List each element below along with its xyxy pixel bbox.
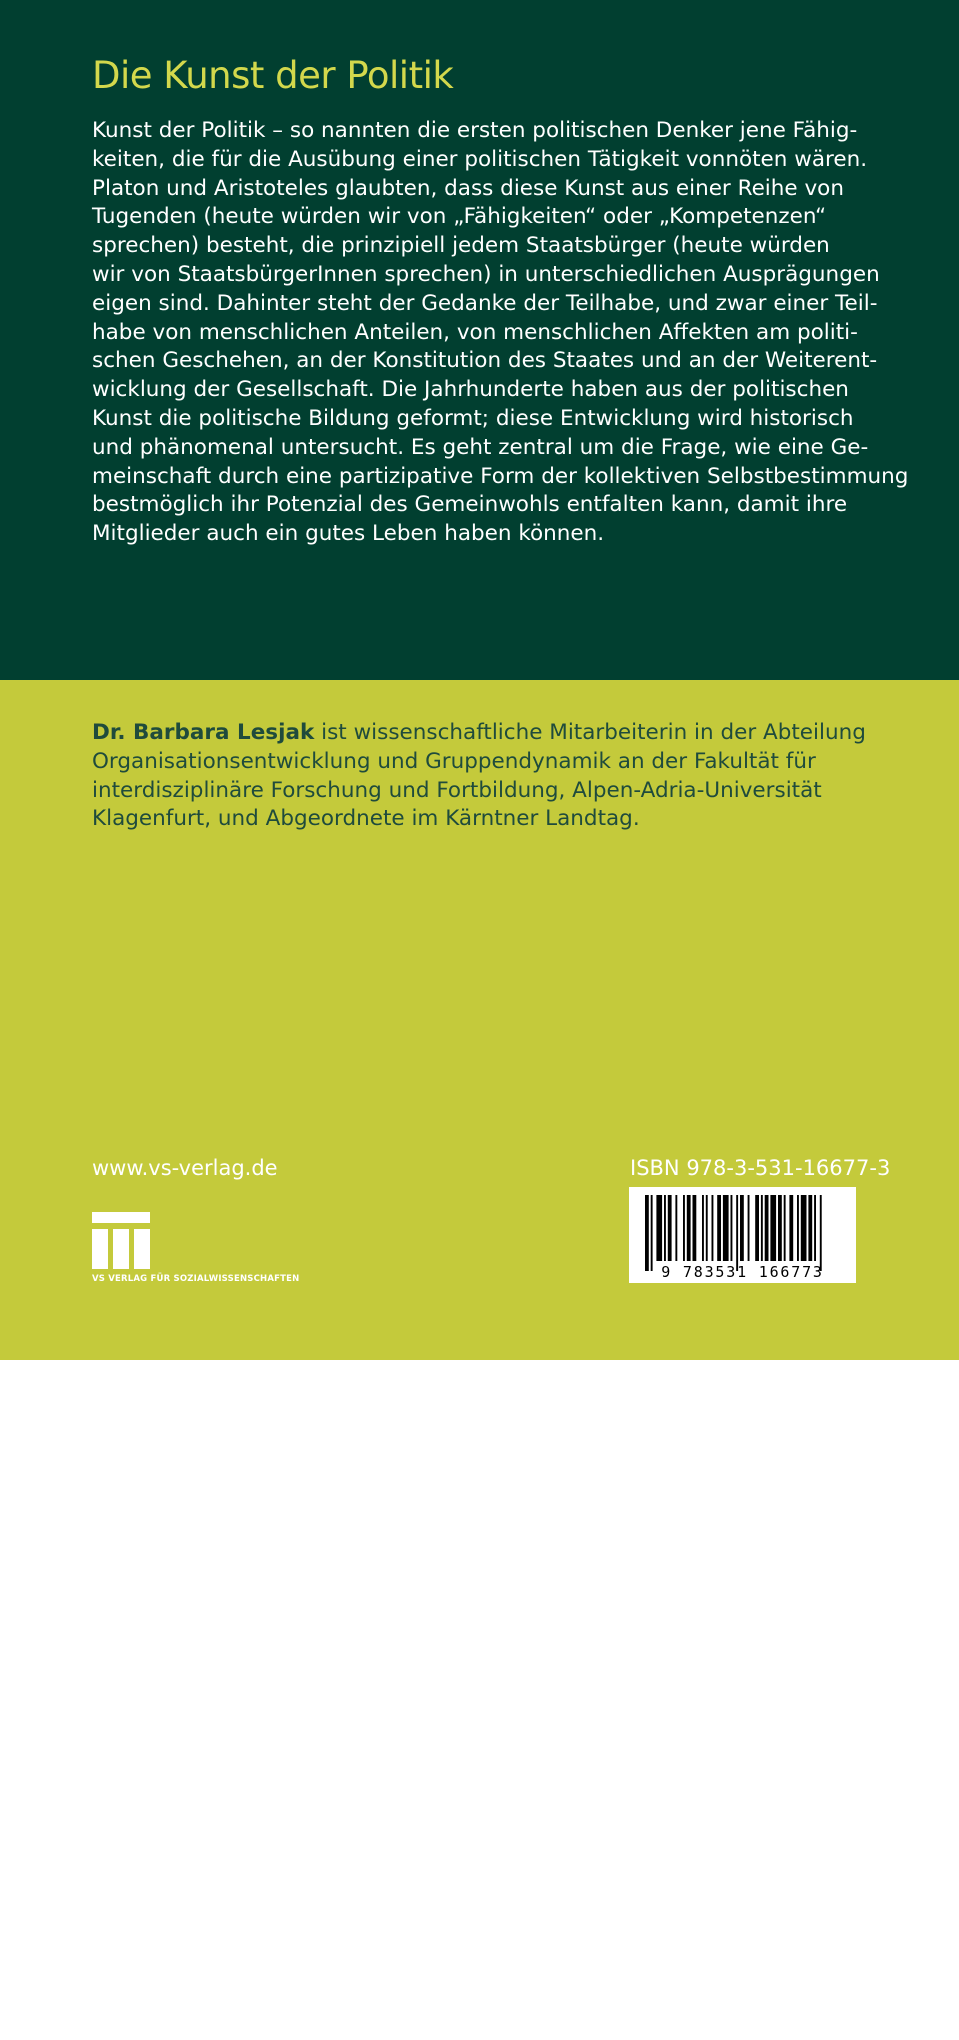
- author-bio-line: interdisziplinäre Forschung und Fortbildung, Alpen-Adria-Universität: [92, 777, 822, 803]
- description-line: meinschaft durch eine partizipative Form der kollektiven Selbstbestimmung: [92, 463, 909, 489]
- logo-column: [113, 1229, 129, 1269]
- description-line: Platon und Aristoteles glaubten, dass diese Kunst aus einer Reihe von: [92, 175, 844, 201]
- barcode-bar: [789, 1195, 793, 1261]
- barcode-bar: [740, 1195, 744, 1261]
- barcode-bar: [784, 1195, 786, 1261]
- barcode-bar: [668, 1195, 672, 1261]
- barcode-bar: [664, 1195, 666, 1261]
- publisher-name: VS VERLAG FÜR SOZIALWISSENSCHAFTEN: [92, 1274, 300, 1284]
- barcode-bar: [820, 1195, 822, 1271]
- barcode-bar: [651, 1195, 653, 1271]
- description-line: Mitglieder auch ein gutes Leben haben können.: [92, 521, 605, 547]
- barcode-bar: [765, 1195, 769, 1261]
- isbn-label: ISBN 978-3-531-16677-3: [630, 1156, 891, 1180]
- barcode-bar: [706, 1195, 708, 1261]
- author-bio-line: [92, 719, 872, 748]
- logo-column: [92, 1229, 108, 1269]
- book-description: [92, 117, 909, 549]
- author-bio-text: ist wissenschaftliche Mitarbeiterin in der Abteilung: [314, 720, 866, 745]
- barcode-bar: [731, 1195, 733, 1261]
- description-line: Tugenden (heute würden wir von „Fähigkeiten“ oder „Kompetenzen“: [92, 204, 827, 230]
- description-line: sprechen) besteht, die prinzipiell jedem Staatsbürger (heute würden: [92, 233, 830, 259]
- barcode-bar: [814, 1195, 816, 1261]
- publisher-website[interactable]: www.vs-verlag.de: [92, 1156, 278, 1180]
- description-line: keiten, die für die Ausübung einer politischen Tätigkeit vonnöten wären.: [92, 146, 868, 172]
- description-line: eigen sind. Dahinter steht der Gedanke der Teilhabe, und zwar einer Teil-: [92, 290, 878, 316]
- author-bio-line: Klagenfurt, und Abgeordnete im Kärntner Landtag.: [92, 806, 640, 832]
- barcode-bar: [645, 1195, 649, 1271]
- barcode-bar: [717, 1195, 721, 1261]
- barcode-bar: [687, 1195, 691, 1261]
- top-panel: [0, 0, 959, 680]
- description-line: wir von StaatsbürgerInnen sprechen) in unterschiedlichen Ausprägungen: [92, 261, 880, 287]
- barcode-bar: [736, 1195, 738, 1271]
- barcode-bar: [656, 1195, 662, 1261]
- description-line: habe von menschlichen Anteilen, von menschlichen Affekten am politi-: [92, 319, 858, 345]
- barcode-bar: [748, 1195, 750, 1261]
- barcode-bar: [675, 1195, 677, 1261]
- description-line: Kunst die politische Bildung geformt; diese Entwicklung wird historisch: [92, 405, 854, 431]
- barcode-bar: [723, 1195, 729, 1261]
- barcode-number: 9 783531 166773: [661, 1263, 824, 1281]
- author-bio-line: Organisationsentwicklung und Gruppendynamik an der Fakultät für: [92, 748, 816, 774]
- description-line: schen Geschehen, an der Konstitution des Staates und an der Weiterent-: [92, 348, 878, 374]
- description-line: bestmöglich ihr Potenzial des Gemeinwohls entfalten kann, damit ihre: [92, 492, 848, 518]
- author-bio: [92, 719, 872, 834]
- description-line: und phänomenal untersucht. Es geht zentral um die Frage, wie eine Ge-: [92, 434, 869, 460]
- publisher-logo-icon: [92, 1212, 152, 1270]
- logo-column: [134, 1229, 150, 1269]
- barcode-bar: [808, 1195, 812, 1261]
- author-name: Dr. Barbara Lesjak: [92, 720, 315, 745]
- decorative-line: [0, 1445, 959, 1490]
- book-title: Die Kunst der Politik: [92, 54, 454, 97]
- barcode-bar: [712, 1195, 714, 1261]
- barcode-bar: [770, 1195, 776, 1261]
- barcode-bar: [761, 1195, 763, 1261]
- barcode-bar: [702, 1195, 704, 1261]
- logo-top-bar: [92, 1212, 150, 1223]
- decorative-line: [0, 1605, 959, 1822]
- barcode-bar: [778, 1195, 782, 1261]
- barcode: [629, 1187, 856, 1283]
- barcode-bar: [755, 1195, 759, 1261]
- description-line: wicklung der Gesellschaft. Die Jahrhunderte haben aus der politischen: [92, 377, 849, 403]
- barcode-bar: [693, 1195, 697, 1261]
- barcode-bar: [683, 1195, 685, 1261]
- barcode-bar: [797, 1195, 799, 1261]
- description-line: Kunst der Politik – so nannten die ersten politischen Denker jene Fähig-: [92, 118, 858, 143]
- barcode-bar: [801, 1195, 807, 1261]
- decorative-lines: [0, 1360, 959, 2040]
